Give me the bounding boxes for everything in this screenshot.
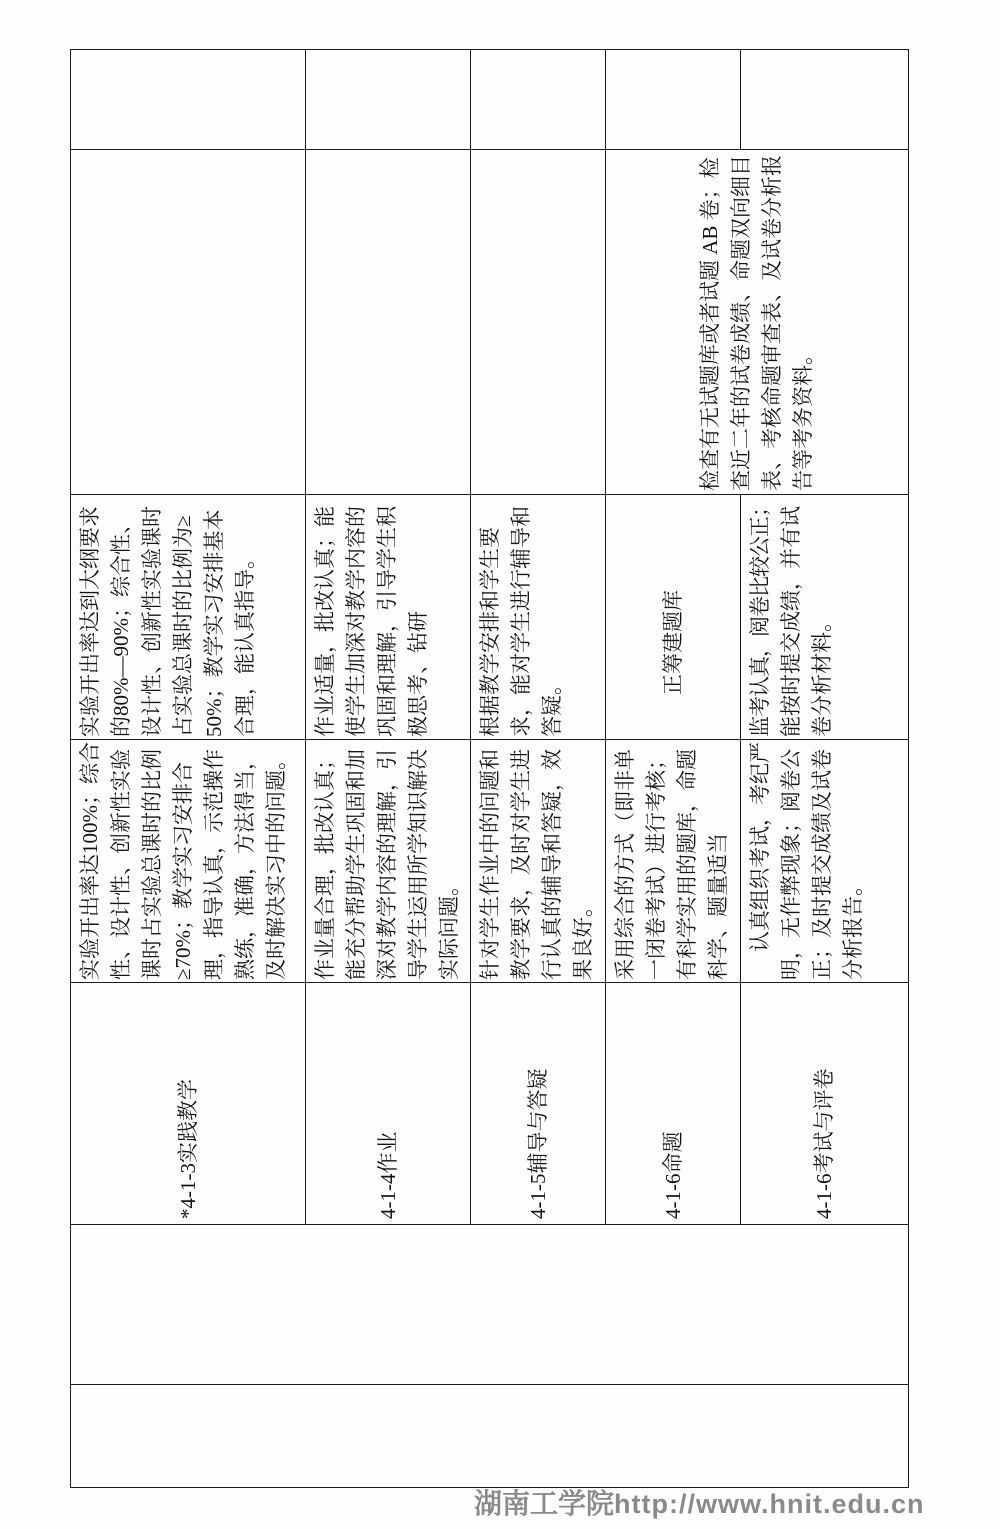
standard-a-line: 采用综合的方式（即非单 (613, 749, 637, 980)
standard-c-line: 卷分析材料。 (810, 611, 834, 737)
standard-c-line: 50%；教学实习安排基本 (202, 509, 226, 737)
standard-c-line: 占实验总课时的比例为≥ (171, 515, 195, 737)
blank-primary-indicator-cell (71, 1385, 909, 1488)
standard-a-line: 明，无作弊现象；阅卷公 (779, 749, 803, 980)
standard-c-line: 极思考、钻研 (406, 611, 430, 737)
standard-a-line: 行认真的辅导和答疑，效 (540, 749, 564, 980)
assessment-note-line: 表、考核命题审查表、及试卷分析报 (760, 155, 784, 491)
standard-a-line: 熟练，准确，方法得当， (233, 749, 257, 980)
observation-point-cell (306, 983, 471, 1225)
assessment-note-line: 检查有无试题库或者试题 AB 卷；检 (698, 157, 722, 491)
standard-a-cell (306, 740, 471, 983)
standard-a-cell (71, 740, 306, 983)
watermark (474, 1487, 924, 1521)
standard-c-line: 正筹建题库 (660, 590, 685, 695)
assessment-note-cell (606, 150, 909, 495)
blank-note-cell (471, 150, 606, 495)
observation-point-label: 4-1-6命题 (660, 1131, 685, 1219)
observation-point-cell (741, 983, 909, 1225)
standard-c-cell (306, 495, 471, 740)
observation-point-label: 4-1-5辅导与答疑 (525, 1068, 550, 1219)
standard-c-cell (606, 495, 741, 740)
standard-a-line: 实验开出率达100%；综合 (78, 742, 102, 980)
standard-a-line: 实际问题。 (437, 875, 461, 980)
standard-a-line: 科学、题量适当 (706, 833, 730, 980)
standard-c-line: 监考认真，阅卷比较公正； (748, 497, 772, 737)
blank-note-cell (71, 150, 306, 495)
blank-score-cell (306, 50, 471, 150)
observation-point-cell (606, 983, 741, 1225)
standard-a-cell (606, 740, 741, 983)
standard-c-line: 巩固和理解，引导学生积 (375, 506, 399, 737)
standard-a-line: 性、设计性、创新性实验 (109, 749, 133, 980)
standard-c-line: 合理，能认真指导。 (233, 548, 257, 737)
blank-secondary-indicator-cell (71, 1225, 909, 1385)
observation-point-cell (71, 983, 306, 1225)
standard-a-line: 理，指导认真，示范操作 (202, 749, 226, 980)
blank-score-cell (741, 50, 909, 150)
blank-score-cell (71, 50, 306, 150)
standard-c-line: 实验开出率达到大纲要求 (78, 506, 102, 737)
standard-a-line: 作业量合理，批改认真； (313, 749, 337, 980)
standard-a-line: 能充分帮助学生巩固和加 (344, 749, 368, 980)
table-row (71, 50, 306, 1488)
standard-c-cell (741, 495, 909, 740)
standard-a-line: 导学生运用所学知识解决 (406, 749, 430, 980)
standard-a-line: 深对教学内容的理解，引 (375, 749, 399, 980)
standard-c-line: 答疑。 (540, 674, 564, 737)
blank-score-cell (471, 50, 606, 150)
evaluation-table (70, 49, 909, 1488)
standard-a-line: 正；及时提交成绩及试卷 (810, 749, 834, 980)
standard-a-line: 有科学实用的题库，命题 (675, 749, 699, 980)
observation-point-label: 4-1-6考试与评卷 (812, 1068, 836, 1219)
standard-c-line: 求，能对学生进行辅导和 (509, 506, 533, 737)
standard-a-line: 及时解决实习中的问题。 (264, 749, 288, 980)
standard-a-line: 一闭卷考试）进行考核； (644, 749, 668, 980)
standard-a-cell (471, 740, 606, 983)
blank-score-cell (606, 50, 741, 150)
assessment-note-line: 告等考务资料。 (791, 344, 815, 491)
standard-c-cell (471, 495, 606, 740)
standard-a-cell (741, 740, 909, 983)
standard-a-line: 课时占实验总课时的比例 (140, 749, 164, 980)
observation-point-label: 4-1-4作业 (375, 1131, 400, 1219)
assessment-note-line: 查近二年的试卷成绩、命题双向细目 (729, 155, 753, 491)
blank-note-cell (306, 150, 471, 495)
standard-c-line: 能按时提交成绩，并有试 (779, 506, 803, 737)
standard-c-line: 根据教学安排和学生要 (478, 527, 502, 737)
standard-a-line: 针对学生作业中的问题和 (478, 749, 502, 980)
standard-c-line: 设计性、创新性实验课时 (140, 506, 164, 737)
observation-point-label: *4-1-3实践教学 (175, 1079, 200, 1219)
watermark-school-name: 湖南工学院 (474, 1487, 615, 1520)
standard-a-line: 分析报告。 (841, 875, 865, 980)
standard-a-line: 果良好。 (571, 896, 595, 980)
standard-a-line: ≥70%；教学实习安排合 (171, 761, 195, 980)
standard-c-line: 的80%—90%；综合性、 (109, 513, 133, 737)
standard-c-line: 作业适量，批改认真；能 (313, 506, 337, 737)
standard-a-line: 教学要求，及时对学生进 (509, 749, 533, 980)
standard-a-line: 认真组织考试，考纪严 (748, 742, 772, 952)
observation-point-cell (471, 983, 606, 1225)
standard-c-line: 使学生加深对教学内容的 (344, 506, 368, 737)
standard-c-cell (71, 495, 306, 740)
watermark-url: http://www.hnit.edu.cn (614, 1489, 925, 1519)
